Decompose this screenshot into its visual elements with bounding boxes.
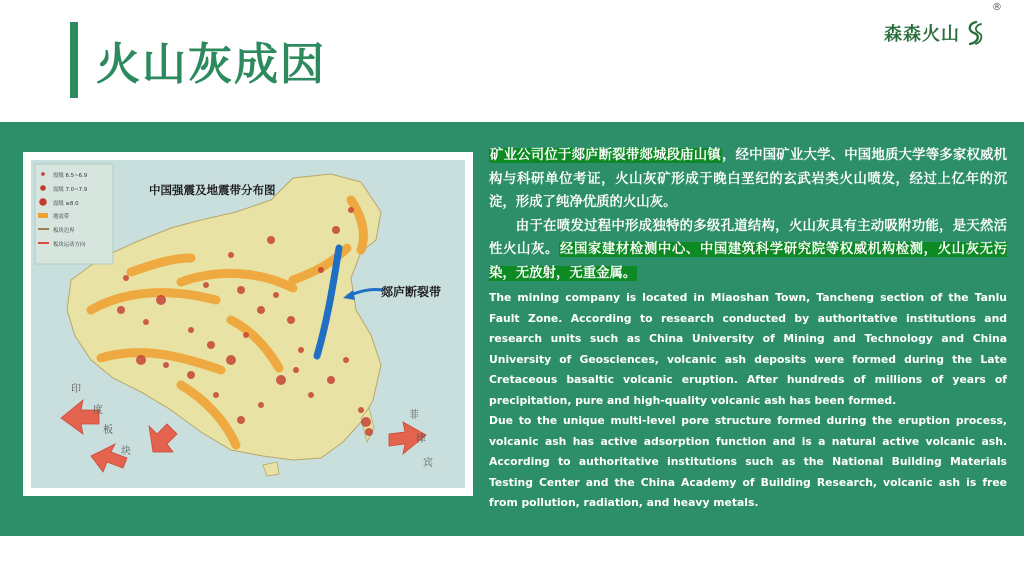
legend-item: 震级 7.0~7.9 (53, 187, 88, 193)
plate-india-char: 板 (103, 425, 113, 436)
plate-philippine-char: 菲 (409, 410, 419, 421)
seismic-map (31, 160, 465, 488)
zh-para1-text: ，经中国矿业大学、中国地质大学等多家权威机构与科研单位考证，火山灰矿形成于晚白垩纪的玄武岩类火山喷发，经过上亿年的沉淀，形成了纯净优质的火山灰。 (489, 148, 1008, 210)
plate-india-char: 度 (93, 405, 103, 416)
en-paragraph-2: Due to the unique multi-level pore structure formed during the eruption process, volcanic ash has active adsorption function and is a natural active volcanic ash. According to authoritative institutions such as the National Building Materials Testing Center and the China Academy of Building Research, volcanic ash is free from pollution, radiation, and heavy metals. (489, 414, 1007, 509)
legend-item: 震级 ≥8.0 (53, 201, 79, 207)
zh-paragraph-1 (489, 144, 1007, 215)
fault-label: 郯庐断裂带 (381, 285, 442, 299)
registered-mark: ® (992, 2, 1002, 13)
brand-logo (884, 18, 984, 48)
title-accent-bar (70, 22, 78, 98)
plate-india-char: 印 (71, 384, 81, 395)
legend-box (35, 164, 113, 264)
zh-paragraph-2 (489, 215, 1007, 286)
zh-highlight-location: 矿业公司位于郯庐断裂带郯城段庙山镇 (490, 148, 721, 163)
seismic-map-frame (23, 152, 473, 496)
map-title: 中国强震及地震带分布图 (149, 183, 276, 197)
legend-item: 震级 6.5~6.9 (53, 173, 88, 179)
legend-item: 板块边界 (53, 228, 75, 234)
plate-india-char: 块 (121, 446, 131, 457)
description-column (489, 144, 1007, 514)
brand-name: 森森火山 (884, 24, 960, 45)
brand-mark-icon (962, 19, 984, 47)
zh-para2-text: 由于在喷发过程中形成独特的多级孔道结构，火山灰具有主动吸附功能，是天然活性火山灰。 (489, 218, 1007, 257)
page-title: 火山灰成因 (96, 39, 326, 90)
zh-highlight-testing: 经国家建材检测中心、中国建筑科学研究院等权威机构检测，火山灰无污染，无放射，无重金属。 (489, 242, 1008, 281)
plate-philippine-char: 宾 (423, 458, 433, 469)
plate-philippine-char: 律 (416, 434, 426, 445)
legend-item: 板块运动方向 (53, 242, 86, 248)
en-paragraph-1: The mining company is located in Miaoshan Town, Tancheng section of the Tanlu Fault Zone. According to research conducted by authoritative institutions and research units such as China University of Mining and Technology and China University of Geosciences, volcanic ash deposits were formed during the Late Cretaceous basaltic volcanic eruption. After hundreds of millions of years of precipitation, pure and high-quality volcanic ash has been formed. (489, 291, 1007, 407)
legend-item: 地震带 (53, 214, 70, 220)
